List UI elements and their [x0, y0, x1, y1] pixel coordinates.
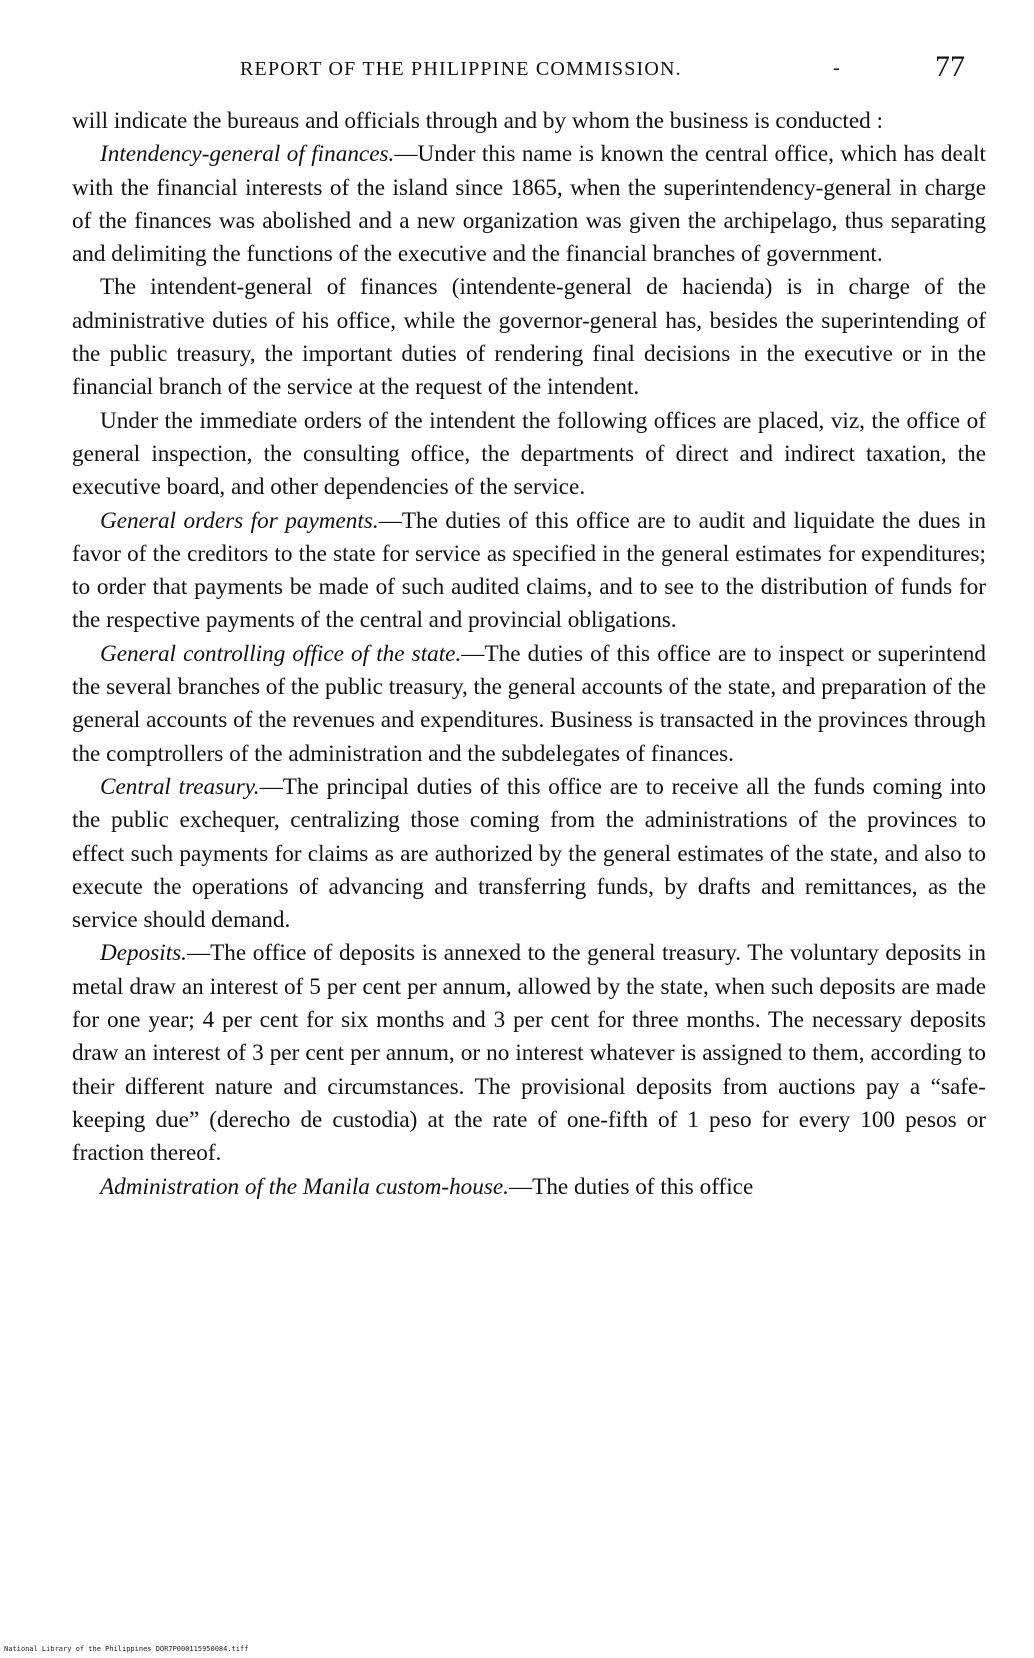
- paragraph-continuation: [72, 105, 986, 138]
- paragraph-text: Under the immediate orders of the intendent the following offices are placed, viz, the office of general inspection, the consulting office, the departments of direct and indirect taxation, the executive board, and other dependencies of the service.: [72, 407, 986, 501]
- paragraph-text: —The duties of this office are to inspect or superintend the several branches of the public treasury, the general accounts of the state, and preparation of the general accounts of the revenues and expenditures. Business is transacted in the provinces through the comptrollers of the administration and the subdelegates of finances.: [72, 640, 987, 767]
- page-number: 77: [935, 50, 965, 83]
- paragraph-text: —Under this name is known the central office, which has dealt with the financial interests of the island since 1865, when the superintendency-general in charge of the finances was abolished and a new organization was given the archipelago, thus separating and delimiting the functions of the executive and the financial branches of government.: [72, 141, 986, 268]
- paragraph-deposits: [72, 937, 986, 1170]
- paragraph-text: —The principal duties of this office are to receive all the funds coming into the public exchequer, centralizing those coming from the administrations of the provinces to effect such payments for claims as are authorized by the general estimates of the state, and also to execute the operations of advancing and transferring funds, by drafts and remittances, as the service should demand.: [72, 773, 987, 934]
- paragraph-heading: Deposits.: [100, 940, 187, 967]
- running-header-title: REPORT OF THE PHILIPPINE COMMISSION.: [240, 58, 682, 80]
- paragraph-text: will indicate the bureaus and officials through and by whom the business is conducted :: [72, 108, 883, 134]
- paragraph-heading: General orders for payments.: [100, 507, 379, 534]
- paragraph-text: —The duties of this office: [508, 1173, 754, 1200]
- paragraph-heading: Intendency-general of finances.: [100, 141, 395, 168]
- paragraph-text: The intendent-general of finances (intendente-general de hacienda) is in charge of the administrative duties of his office, while the governor-general has, besides the superintending of the public treasury, the important duties of rendering final decisions in the executive or in the financial branch of the service at the request of the intendent.: [72, 274, 986, 401]
- paragraph-heading: Central treasury.: [100, 773, 260, 800]
- scan-footer: National Library of the Philippines DOR7P000115950084.tiff: [4, 1645, 249, 1653]
- body-text: [72, 105, 986, 1204]
- paragraph-heading: Administration of the Manila custom-house.: [100, 1173, 509, 1200]
- running-header-dash: -: [833, 57, 840, 79]
- paragraph-general-controlling: [72, 638, 986, 771]
- paragraph-intendent-general: [72, 271, 986, 404]
- paragraph-text: —The duties of this office are to audit and liquidate the dues in favor of the creditors to the state for service as specified in the general estimates for expenditures; to order that payments be made of such audited claims, and to see to the distribution of funds for the respective payments of the central and provincial obligations.: [72, 507, 986, 634]
- paragraph-offices: [72, 405, 986, 505]
- paragraph-general-orders: [72, 505, 986, 638]
- paragraph-text: —The office of deposits is annexed to the general treasury. The voluntary deposits in metal draw an interest of 5 per cent per annum, allowed by the state, when such deposits are made for one year; 4 per cent for six months and 3 per cent for three months. The necessary deposits draw an interest of 3 per cent per annum, or no interest whatever is assigned to them, according to their different nature and circumstances. The provisional deposits from auctions pay a “safe-keeping due” (derecho de custodia) at the rate of one-fifth of 1 peso for every 100 pesos or fraction thereof.: [72, 940, 986, 1167]
- running-header: [0, 48, 1034, 88]
- paragraph-central-treasury: [72, 771, 986, 937]
- paragraph-intendency-general: [72, 138, 986, 271]
- paragraph-manila-custom-house: [72, 1171, 986, 1204]
- paragraph-heading: General controlling office of the state.: [100, 640, 462, 667]
